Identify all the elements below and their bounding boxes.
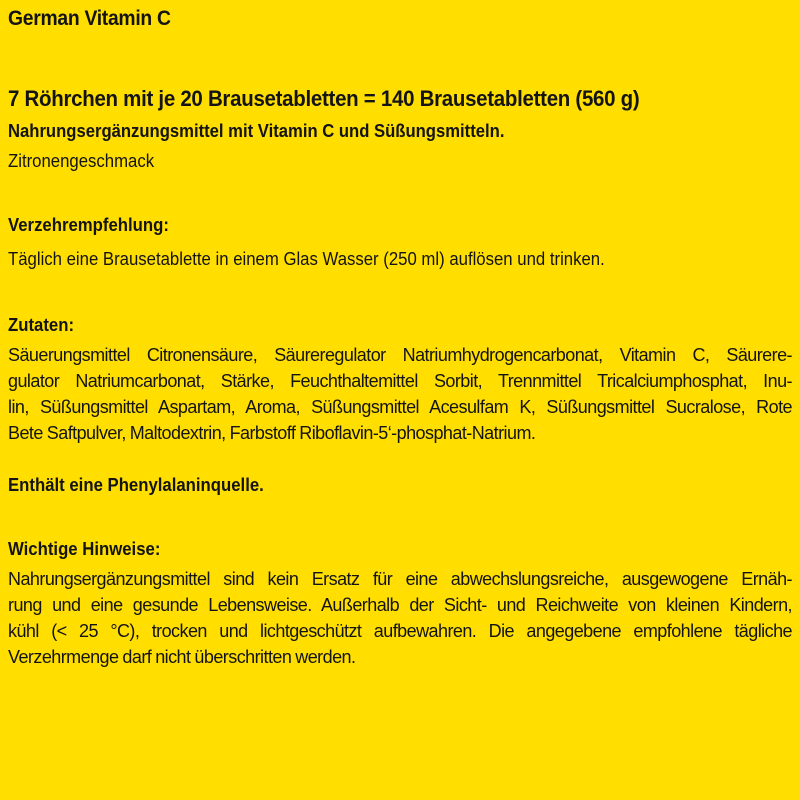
ingredients-heading: Zutaten:: [8, 315, 75, 335]
notes-heading: Wichtige Hinweise:: [8, 539, 161, 559]
package-contents-headline: 7 Röhrchen mit je 20 Brausetabletten = 140 Brausetabletten (560 g): [8, 86, 640, 111]
recommendation-heading: Verzehrempfehlung:: [8, 215, 169, 235]
notes-line: rung und eine gesunde Lebensweise. Außerhalb der Sicht- und Reichweite von kleinen Kindern,: [8, 595, 792, 615]
recommendation-text: Täglich eine Brausetablette in einem Glas Wasser (250 ml) auflösen und trinken.: [8, 249, 605, 269]
notes-line: Verzehrmenge darf nicht überschritten werden.: [8, 647, 356, 667]
notes-line: Nahrungsergänzungsmittel sind kein Ersatz für eine abwechslungsreiche, ausgewogene Ernäh-: [8, 569, 792, 589]
ingredients-text: [8, 342, 792, 446]
product-description: Nahrungsergänzungsmittel mit Vitamin C und Süßungsmitteln.: [8, 121, 505, 141]
product-title: German Vitamin C: [8, 7, 171, 30]
ingredients-line: lin, Süßungsmittel Aspartam, Aroma, Süßungsmittel Acesulfam K, Süßungsmittel Sucralose, Rote: [8, 397, 792, 417]
notes-text: [8, 566, 792, 670]
notes-line: kühl (< 25 °C), trocken und lichtgeschützt aufbewahren. Die angegebene empfohlene tägliche: [8, 621, 792, 641]
ingredients-line: gulator Natriumcarbonat, Stärke, Feuchthaltemittel Sorbit, Trennmittel Tricalciumphosphat, Inu-: [8, 371, 792, 391]
flavor-text: Zitronengeschmack: [8, 151, 155, 171]
ingredients-line: Säuerungsmittel Citronensäure, Säureregulator Natriumhydrogencarbonat, Vitamin C, Säurere-: [8, 345, 792, 365]
ingredients-line: Bete Saftpulver, Maltodextrin, Farbstoff Riboflavin-5‘-phosphat-Natrium.: [8, 423, 536, 443]
phenylalanine-warning: Enthält eine Phenylalaninquelle.: [8, 475, 264, 495]
